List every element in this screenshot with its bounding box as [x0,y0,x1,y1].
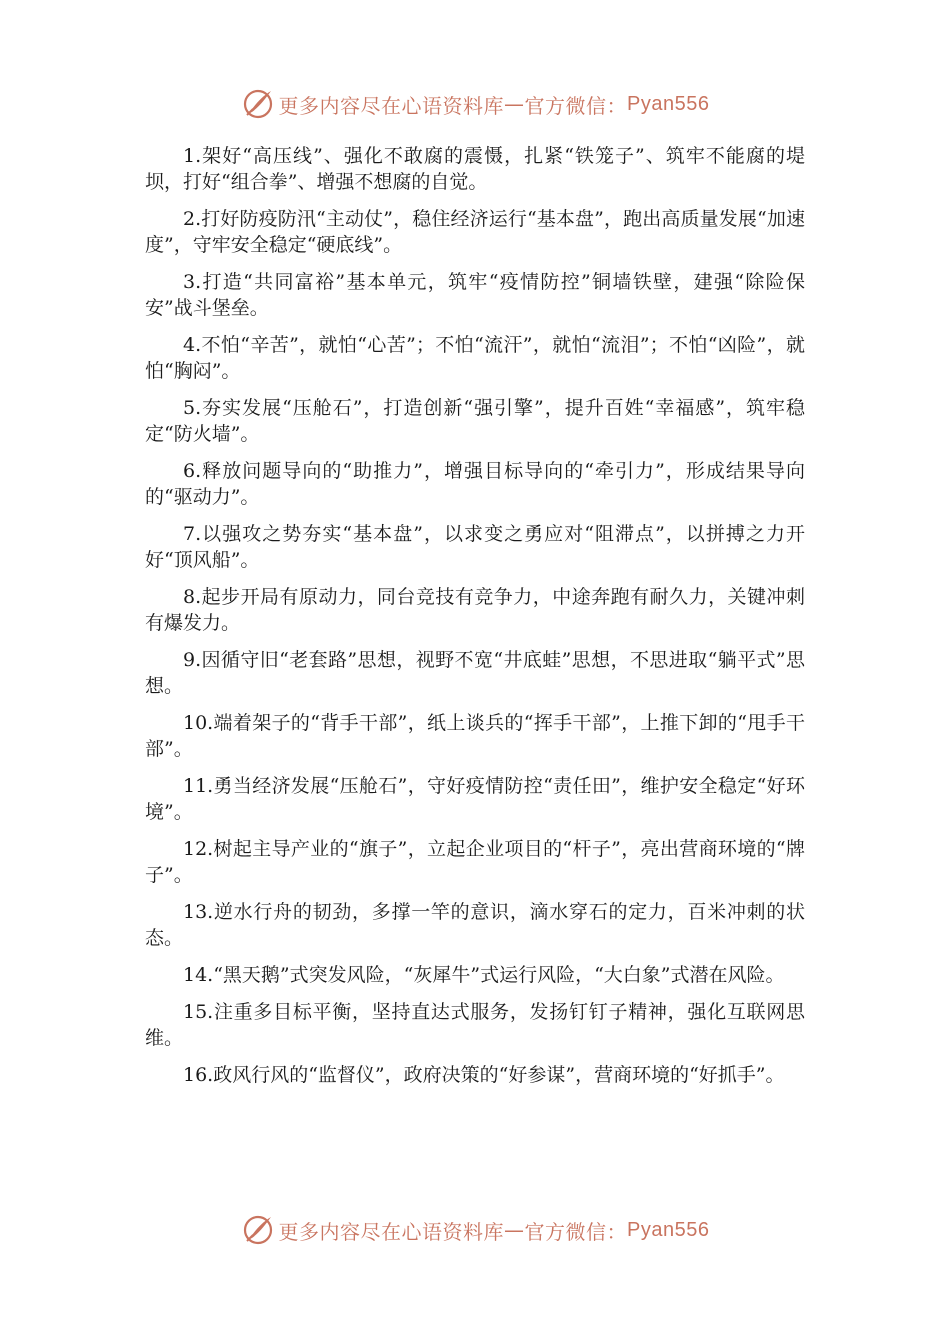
list-item: 13.逆水行舟的韧劲，多撑一竿的意识，滴水穿石的定力，百米冲刺的状态。 [145,901,805,949]
list-item: 8.起步开局有原动力，同台竞技有竞争力，中途奔跑有耐久力，关键冲刺有爆发力。 [145,586,805,634]
wechat-label: 官方微信： [524,1219,628,1244]
list-item: 11.勇当经济发展“压舱石”，守好疫情防控“责任田”，维护安全稳定“好环境”。 [145,775,805,823]
list-item: 5.夯实发展“压舱石”，打造创新“强引擎”，提升百姓“幸福感”，筑牢稳定“防火墙”。 [145,397,805,445]
header-banner [0,84,950,124]
footer-banner [0,1210,950,1250]
list-item: 9.因循守旧“老套路”思想，视野不宽“井底蛙”思想，不思进取“躺平式”思想。 [145,649,805,697]
list-item: 1.架好“高压线”、强化不敢腐的震慑，扎紧“铁笼子”、筑牢不能腐的堤坝，打好“组合拳”、增强不想腐的自觉。 [145,145,805,193]
dash: — [504,92,525,116]
list-item: 14.“黑天鹅”式突发风险，“灰犀牛”式运行风险，“大白象”式潜在风险。 [183,964,785,986]
list-item: 4.不怕“辛苦”，就怕“心苦”；不怕“流汗”，就怕“流泪”；不怕“凶险”，就怕“胸闷”。 [145,334,805,382]
list-item: 7.以强攻之势夯实“基本盘”，以求变之勇应对“阻滞点”，以拼搏之力开好“顶风船”。 [145,523,805,571]
site-name: 更多内容尽在心语资料库 [278,1219,505,1244]
list-item: 10.端着架子的“背手干部”，纸上谈兵的“挥手干部”，上推下卸的“甩手干部”。 [145,712,805,760]
list-item: 12.树起主导产业的“旗子”，立起企业项目的“杆子”，亮出营商环境的“牌子”。 [145,838,805,886]
list-item: 15.注重多目标平衡，坚持直达式服务，发扬钉钉子精神，强化互联网思维。 [145,1001,805,1049]
wechat-id: Pyan556 [627,92,710,115]
list-item: 6.释放问题导向的“助推力”，增强目标导向的“牵引力”，形成结果导向的“驱动力”。 [145,460,805,508]
site-name: 更多内容尽在心语资料库 [278,93,505,118]
dash: — [504,1218,525,1242]
list-item: 2.打好防疫防汛“主动仗”，稳住经济运行“基本盘”，跑出高质量发展“加速度”，守牢安全稳定“硬底线”。 [145,208,805,256]
wechat-id: Pyan556 [627,1218,710,1241]
document-body [145,143,805,1099]
feather-pen-logo-icon [241,87,275,121]
wechat-label: 官方微信： [524,93,628,118]
list-item: 16.政风行风的“监督仪”，政府决策的“好参谋”，营商环境的“好抓手”。 [183,1064,785,1086]
feather-pen-logo-icon [241,1213,275,1247]
list-item: 3.打造“共同富裕”基本单元，筑牢“疫情防控”铜墙铁壁，建强“除险保安”战斗堡垒。 [145,271,805,319]
